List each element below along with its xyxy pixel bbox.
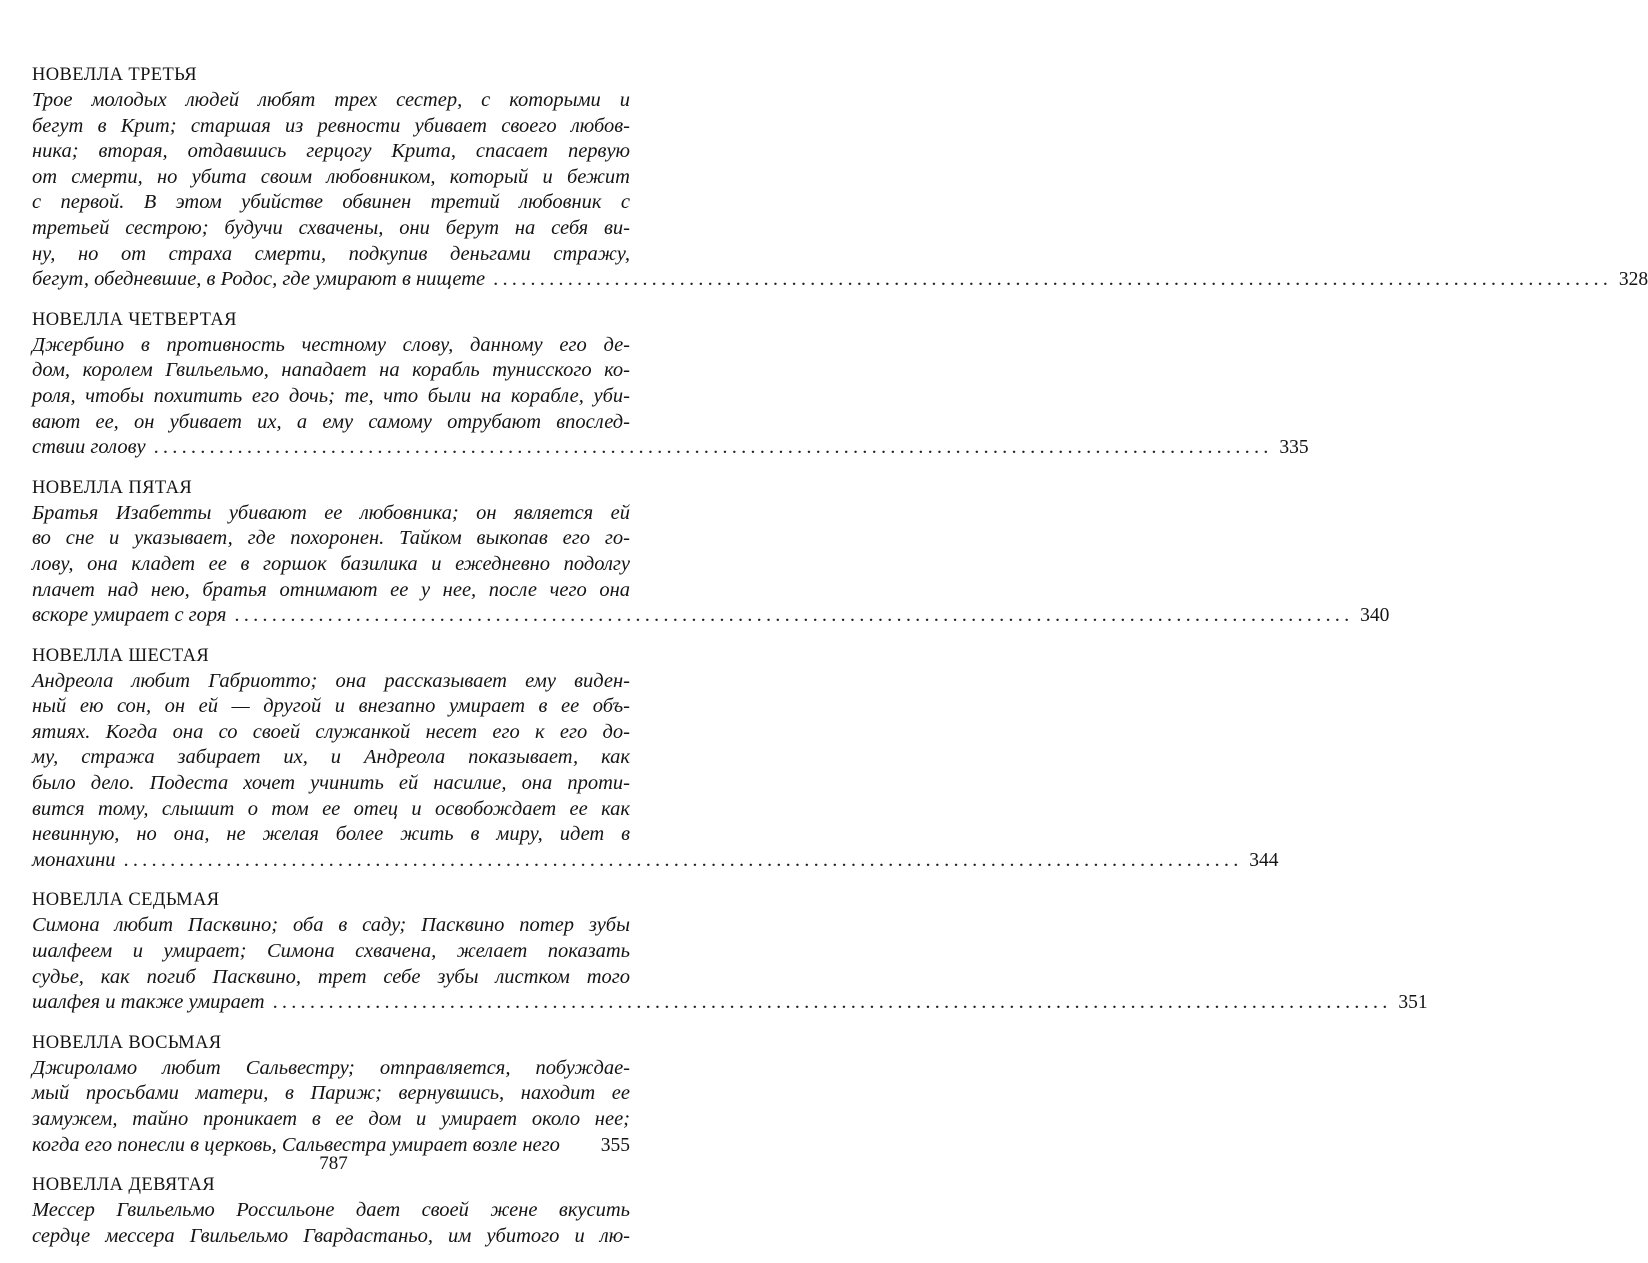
novella-heading: НОВЕЛЛА СЕДЬМАЯ bbox=[32, 890, 220, 911]
toc-entry bbox=[32, 1172, 630, 1249]
summary-last-line bbox=[32, 603, 1390, 629]
entry-page-number: 335 bbox=[1279, 437, 1309, 459]
summary-line: ный ею сон, он ей — другой и внезапно умирает в ее объ- bbox=[32, 695, 630, 718]
toc-entry bbox=[32, 1030, 630, 1158]
summary-line: плачет над нею, братья отнимают ее у нее, после чего она bbox=[32, 578, 630, 601]
summary-line: третьей сестрою; будучи схвачены, они берут на себя ви- bbox=[32, 216, 630, 239]
summary-line: вскоре умирает с горя bbox=[32, 604, 227, 627]
summary-line: было дело. Подеста хочет учинить ей насилие, она проти- bbox=[32, 772, 630, 795]
novella-heading: НОВЕЛЛА ЧЕТВЕРТАЯ bbox=[32, 309, 237, 330]
toc-entry bbox=[32, 475, 1390, 629]
summary-line: вают ее, он убивает их, а ему самому отрубают впослед- bbox=[32, 410, 630, 433]
entry-page-number: 328 bbox=[1618, 269, 1648, 291]
summary-line: Симона любит Пасквино; оба в саду; Пасквино потер зубы bbox=[32, 914, 630, 937]
summary-line: мый просьбами матери, в Париж; вернувшись, находит ее bbox=[32, 1082, 630, 1105]
summary-line: шалфеем и умирает; Симона схвачена, желает показать bbox=[32, 940, 630, 963]
entry-page-number: 344 bbox=[1249, 849, 1279, 871]
summary-last-line bbox=[32, 848, 1279, 874]
summary-last-line bbox=[32, 267, 1648, 293]
summary-line: замужем, тайно проникает в ее дом и умирает около нее; bbox=[32, 1108, 630, 1130]
dot-leader: ........................................................................................................................ bbox=[234, 604, 1354, 627]
summary-line: от смерти, но убита своим любовником, который и бежит bbox=[32, 165, 630, 188]
summary-line: му, стража забирает их, и Андреола показывает, как bbox=[32, 746, 630, 769]
toc-entry bbox=[32, 887, 1428, 1015]
summary-line: с первой. В этом убийстве обвинен третий любовник с bbox=[32, 191, 630, 214]
summary-line: судье, как погиб Пасквино, трет себе зубы листком того bbox=[32, 965, 630, 988]
summary-line: когда его понесли в церковь, Сальвестра умирает возле него bbox=[32, 1133, 560, 1156]
summary-line: невинную, но она, не желая более жить в миру, идет в bbox=[32, 823, 630, 846]
novella-heading: НОВЕЛЛА ДЕВЯТАЯ bbox=[32, 1175, 215, 1196]
toc-entry bbox=[32, 307, 1309, 461]
summary-last-line bbox=[32, 990, 1428, 1016]
summary-line: во сне и указывает, где похоронен. Тайком выкопав его го- bbox=[32, 527, 630, 550]
dot-leader: ........................................................................................................................ bbox=[123, 848, 1243, 871]
summary-line: лову, она кладет ее в горшок базилика и ежедневно подолгу bbox=[32, 552, 630, 575]
page-number: 787 bbox=[319, 1153, 348, 1174]
summary-line: Джироламо любит Сальвестру; отправляется, побуждае- bbox=[32, 1056, 630, 1079]
summary-line: ятиях. Когда она со своей служанкой несет его к его до- bbox=[32, 720, 630, 743]
summary-line: Андреола любит Габриотто; она рассказывает ему виден- bbox=[32, 669, 630, 692]
summary-line: Мессер Гвильельмо Россильоне дает своей жене вкусить bbox=[32, 1199, 630, 1222]
summary-line: дом, королем Гвильельмо, нападает на корабль тунисского ко- bbox=[32, 359, 630, 382]
entry-page-number: 340 bbox=[1360, 605, 1390, 627]
novella-heading: НОВЕЛЛА ПЯТАЯ bbox=[32, 477, 193, 498]
summary-last-line bbox=[32, 435, 1309, 461]
toc-entry bbox=[32, 62, 1648, 293]
summary-line: бегут в Крит; старшая из ревности убивает своего любов- bbox=[32, 114, 630, 137]
summary-line: роля, чтобы похитить его дочь; те, что были на корабле, уби- bbox=[32, 384, 630, 407]
summary-line: Братья Изабетты убивают ее любовника; он является ей bbox=[32, 501, 630, 524]
summary-line: ника; вторая, отдавшись герцогу Крита, спасает первую bbox=[32, 140, 630, 163]
summary-line: ствии голову bbox=[32, 436, 146, 459]
novella-heading: НОВЕЛЛА ТРЕТЬЯ bbox=[32, 65, 197, 85]
entry-page-number: 355 bbox=[600, 1134, 630, 1156]
novella-heading: НОВЕЛЛА ШЕСТАЯ bbox=[32, 645, 210, 666]
summary-line: Трое молодых людей любят трех сестер, с которыми и bbox=[32, 89, 630, 111]
novella-heading: НОВЕЛЛА ВОСЬМАЯ bbox=[32, 1032, 222, 1053]
summary-line: монахини bbox=[32, 848, 116, 871]
summary-line: ну, но от страха смерти, подкупив деньгами стражу, bbox=[32, 242, 630, 265]
summary-line: шалфея и также умирает bbox=[32, 991, 265, 1014]
dot-leader: ........................................................................................................................ bbox=[493, 268, 1613, 291]
entry-page-number: 351 bbox=[1398, 992, 1428, 1014]
summary-line: сердце мессера Гвильельмо Гвардастаньо, им убитого и лю- bbox=[32, 1224, 630, 1247]
dot-leader: ........................................................................................................................ bbox=[153, 436, 1273, 459]
toc-entry bbox=[32, 643, 1279, 874]
dot-leader: ........................................................................................................................ bbox=[272, 991, 1392, 1014]
summary-line: бегут, обедневшие, в Родос, где умирают в нищете bbox=[32, 268, 486, 291]
table-of-contents bbox=[32, 62, 1648, 1263]
summary-line: вится тому, слышит о том ее отец и освобождает ее как bbox=[32, 797, 630, 820]
summary-line: Джербино в противность честному слову, данному его де- bbox=[32, 333, 630, 356]
